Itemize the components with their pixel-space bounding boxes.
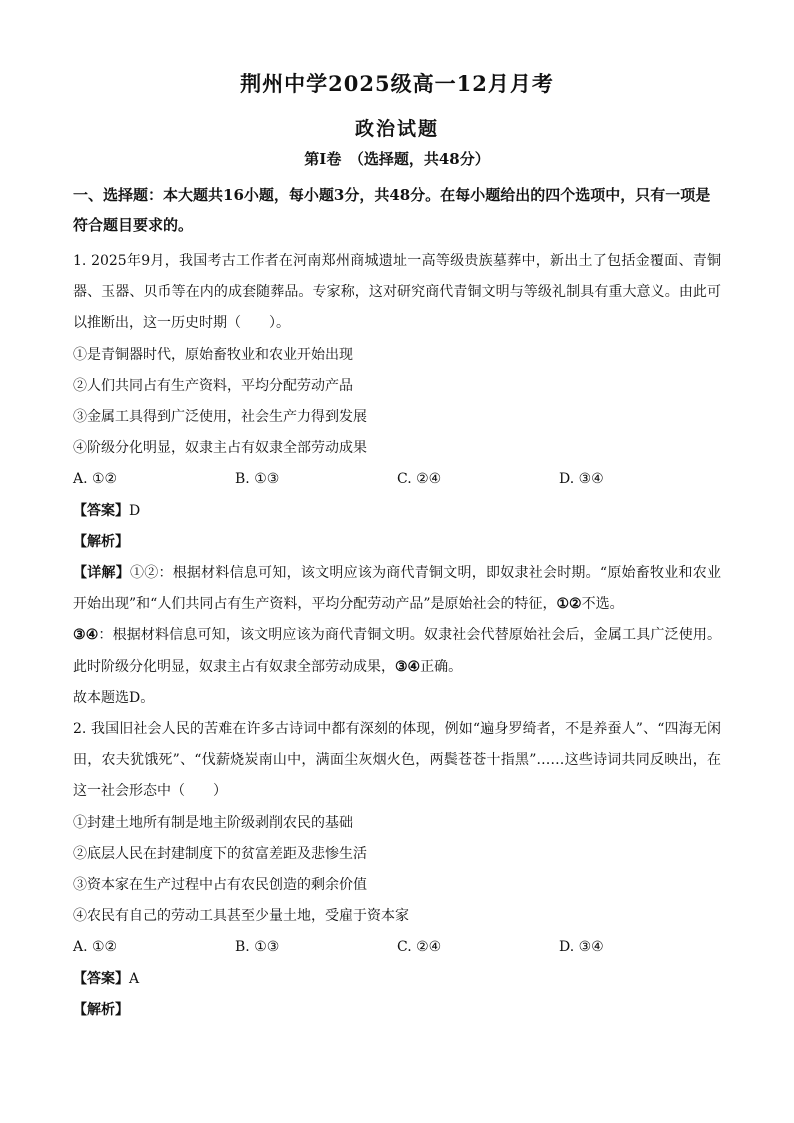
option-c: C. ②④ [397,471,442,488]
option-d: D. ③④ [559,939,604,956]
option-b: B. ①③ [235,939,280,956]
answer-tag: 【答案】 [73,970,129,987]
option-a: A. ①② [73,939,118,956]
statement-mark: ③④ [73,627,99,644]
statement-item: ①封建土地所有制是地主阶级剥削农民的基础 [73,814,353,831]
analysis-tag: 【解析】 [73,1001,129,1018]
detail-paragraph [73,620,721,682]
question-stem: 2. 我国旧社会人民的苦难在许多古诗词中都有深刻的体现，例如“遍身罗绮者，不是养蚕人”、“四海无闲田，农夫犹饿死”、“伐薪烧炭南山中，满面尘灰烟火色，两鬓苍苍十指黑”……这些诗词共同反映出，在这一社会形态中（ ） [73,721,721,800]
answer-options [73,464,721,495]
statement-mark: ①② [556,596,582,613]
option-a: A. ①② [73,471,118,488]
detail-text: 不选。 [581,596,624,613]
statement-item: ③资本家在生产过程中占有农民创造的剩余价值 [73,877,367,894]
statement-item: ③金属工具得到广泛使用，社会生产力得到发展 [73,409,367,426]
detail-tag: 【详解】 [73,565,130,582]
volume-heading: 第Ⅰ卷 （选择题，共48分） [304,150,490,168]
statement-item: ④农民有自己的劳动工具甚至少量土地，受雇于资本家 [73,908,409,925]
answer-tag: 【答案】 [73,502,129,519]
question-stem: 1. 2025年9月，我国考古工作者在河南郑州商城遗址一高等级贵族墓葬中，新出土了包括金覆面、青铜器、玉器、贝币等在内的成套随葬品。专家称，这对研究商代青铜文明与等级礼制具有重大意义。由此可以推断出，这一历史时期（ ）。 [73,253,721,332]
statement-item: ④阶级分化明显，奴隶主占有奴隶全部劳动成果 [73,440,367,457]
statement-item: ①是青铜器时代，原始畜牧业和农业开始出现 [73,346,353,363]
answer-line [73,496,721,527]
question-1 [73,246,721,714]
detail-text: ①②：根据材料信息可知，该文明应该为商代青铜文明，即奴隶社会时期。“原始畜牧业和农业开始出现”和“人们共同占有生产资料，平均分配劳动产品”是原始社会的特征， [73,565,722,613]
exam-subject: 政治试题 [354,118,439,140]
statement-mark: ③④ [395,658,421,675]
exam-content [73,180,721,1026]
detail-text: 正确。 [420,658,463,675]
exam-title: 荆州中学2025级高一12月月考 [240,71,554,96]
answer-line [73,964,721,995]
statement-item: ②人们共同占有生产资料，平均分配劳动产品 [73,377,353,394]
option-c: C. ②④ [397,939,442,956]
analysis-tag: 【解析】 [73,533,129,550]
option-d: D. ③④ [559,471,604,488]
detail-text: ：根据材料信息可知，该文明应该为商代青铜文明。奴隶社会代替原始社会后，金属工具广泛使用。此时阶级分化明显，奴隶主占有奴隶全部劳动成果， [73,627,722,675]
answer-value: A [129,970,140,987]
option-b: B. ①③ [235,471,280,488]
answer-value: D [129,502,141,519]
question-2 [73,714,721,1026]
answer-options [73,932,721,963]
detail-paragraph [73,558,721,620]
conclusion: 故本题选D。 [73,689,155,706]
statement-item: ②底层人民在封建制度下的贫富差距及悲惨生活 [73,845,367,862]
section-heading: 一、选择题：本大题共16小题，每小题3分，共48分。在每小题给出的四个选项中，只有一项是符合题目要求的。 [73,186,711,234]
